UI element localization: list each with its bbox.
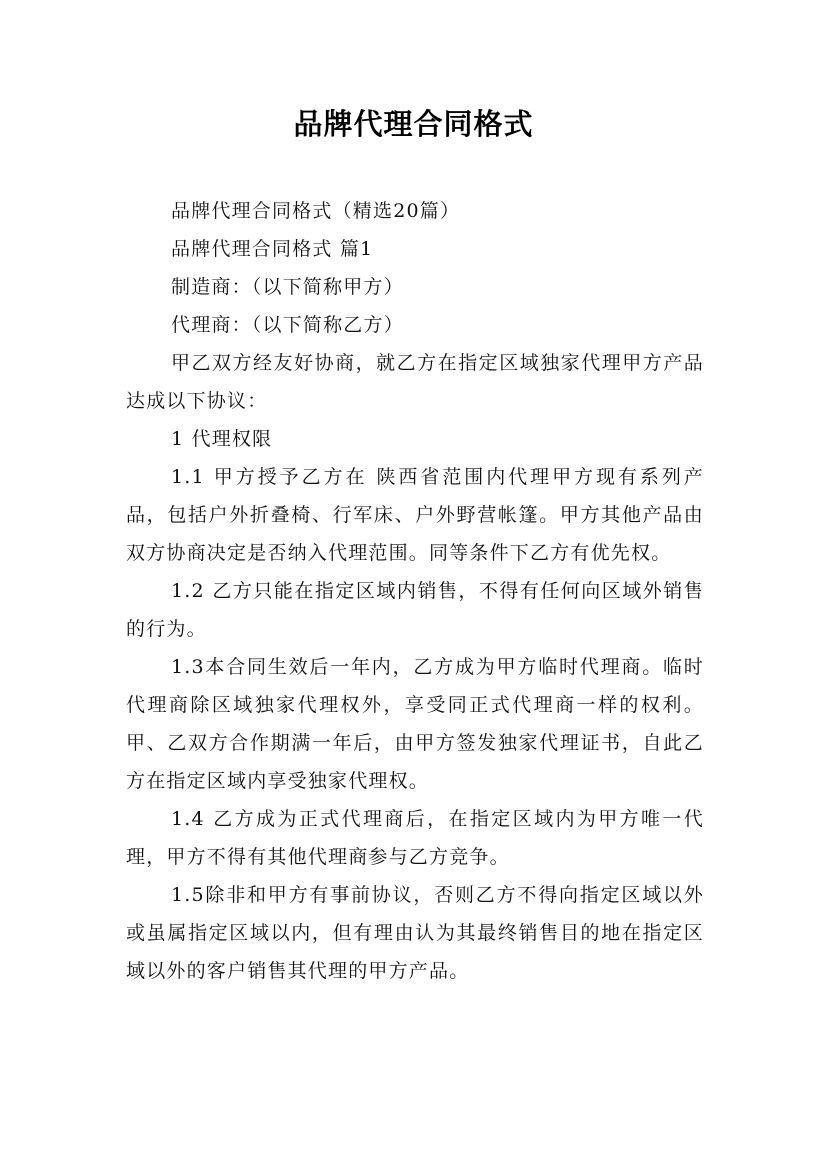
intro-paragraph: 甲乙双方经友好协商，就乙方在指定区域独家代理甲方产品达成以下协议： [126,352,704,412]
clause-1-1: 1.1 甲方授予乙方在 陕西省范围内代理甲方现有系列产品，包括户外折叠椅、行军床、户外野营帐篷。甲方其他产品由双方协商决定是否纳入代理范围。同等条件下乙方有优先权。 [126,466,704,564]
clause-heading: 1 代理权限 [171,428,273,450]
agent-line: 代理商：（以下简称乙方） [171,314,404,336]
document-title: 品牌代理合同格式 [293,107,534,141]
subtitle-line: 品牌代理合同格式（精选20篇） [171,200,461,222]
clause-1-5: 1.5除非和甲方有事前协议，否则乙方不得向指定区域以外或虽属指定区域以内，但有理由认为其最终销售目的地在指定区域以外的客户销售其代理的甲方产品。 [126,884,704,982]
section-heading: 品牌代理合同格式 篇1 [171,238,374,260]
clause-1-2: 1.2 乙方只能在指定区域内销售，不得有任何向区域外销售的行为。 [126,580,704,640]
clause-1-3: 1.3本合同生效后一年内，乙方成为甲方临时代理商。临时代理商除区域独家代理权外，享受同正式代理商一样的权利。甲、乙双方合作期满一年后，由甲方签发独家代理证书，自此乙方在指定区域内享受独家代理权。 [126,656,704,792]
manufacturer-line: 制造商：（以下简称甲方） [171,276,404,298]
document-body [126,192,704,990]
clause-1-4: 1.4 乙方成为正式代理商后，在指定区域内为甲方唯一代理，甲方不得有其他代理商参与乙方竞争。 [126,808,704,868]
